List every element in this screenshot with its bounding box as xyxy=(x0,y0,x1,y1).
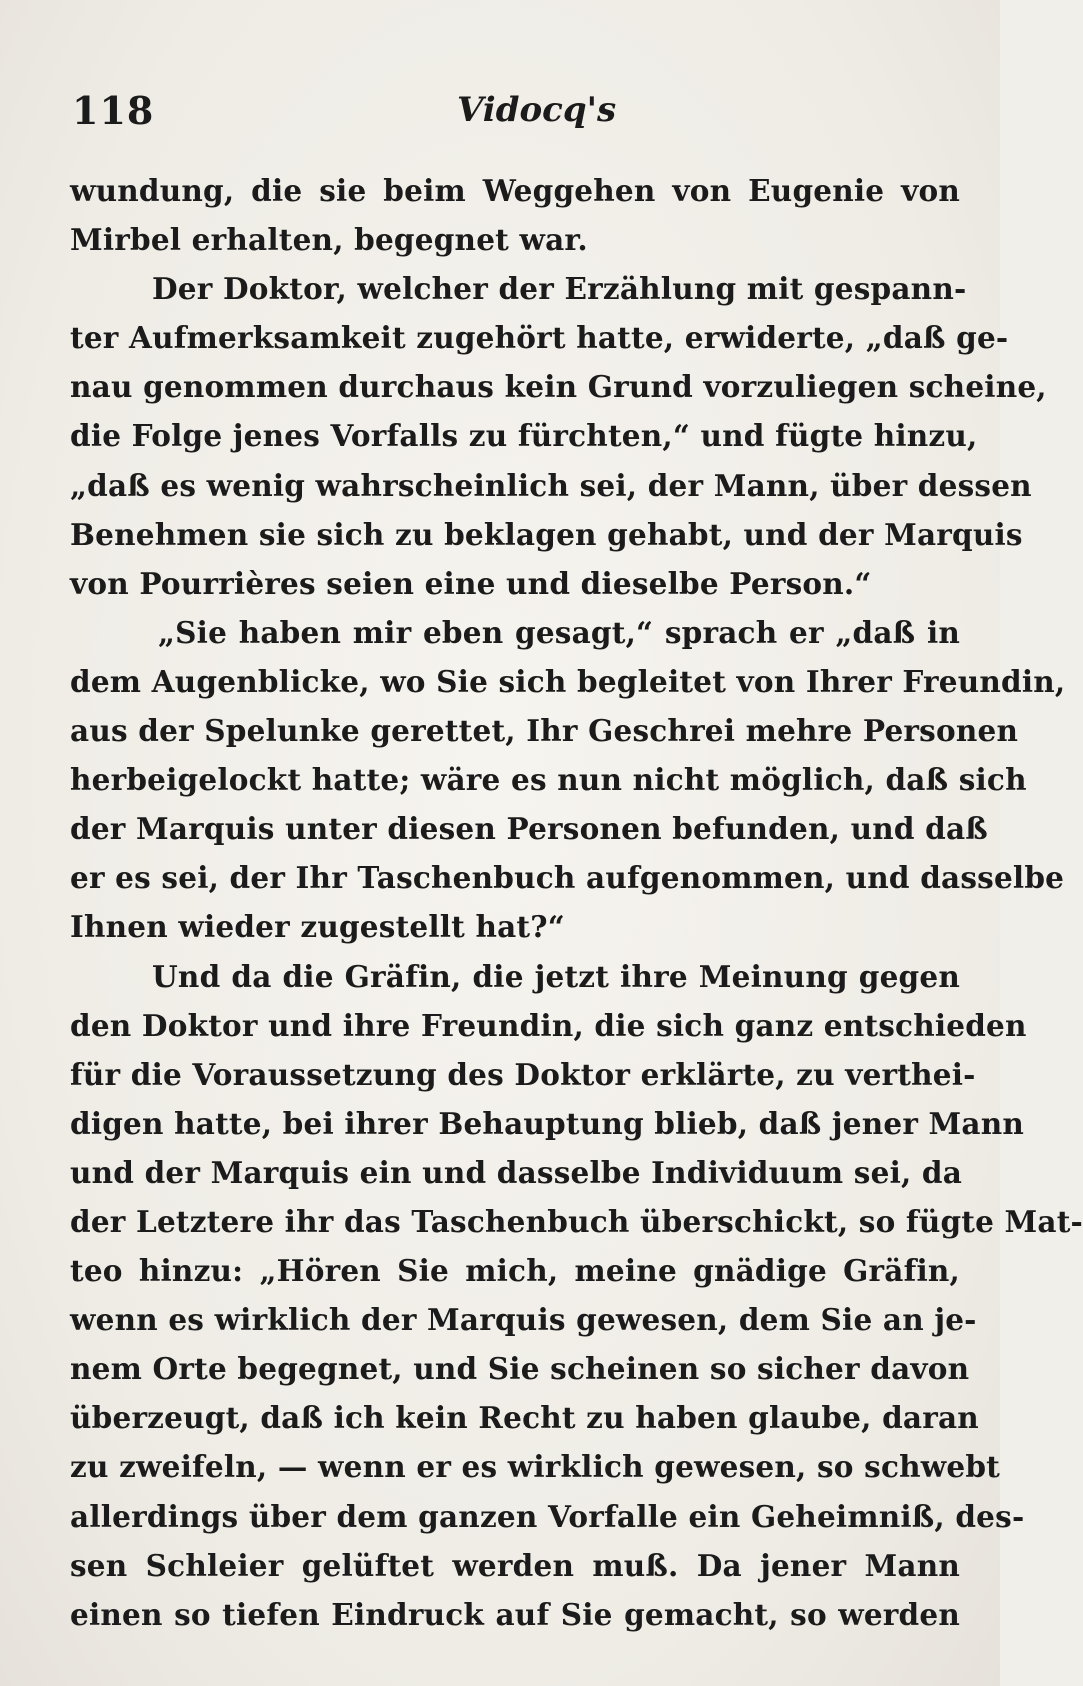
text-line: teo hinzu: „Hören Sie mich, meine gnädige Gräfin, xyxy=(70,1253,960,1289)
text-line: wundung, die sie beim Weggehen von Eugenie von xyxy=(70,173,960,208)
text-line: nem Orte begegnet, und Sie scheinen so sicher davon xyxy=(70,1351,970,1387)
page-header xyxy=(72,88,960,132)
text-line: von Pourrières seien eine und dieselbe Person.“ xyxy=(70,565,872,601)
text-line: der Letztere ihr das Taschenbuch überschickt, so fügte Mat- xyxy=(70,1203,1083,1239)
text-line: der Marquis unter diesen Personen befunden, und daß xyxy=(70,811,988,847)
text-line: „daß es wenig wahrscheinlich sei, der Mann, über dessen xyxy=(70,467,1032,503)
text-line: er es sei, der Ihr Taschenbuch aufgenommen, und dasselbe xyxy=(70,860,1065,896)
text-line: wenn es wirklich der Marquis gewesen, dem Sie an je- xyxy=(70,1302,977,1338)
text-line: Und da die Gräfin, die jetzt ihre Meinung gegen xyxy=(152,958,960,994)
text-line: die Folge jenes Vorfalls zu fürchten,“ und fügte hinzu, xyxy=(70,418,978,454)
text-line: Der Doktor, welcher der Erzählung mit gespann- xyxy=(152,271,967,307)
text-line: sen Schleier gelüftet werden muß. Da jener Mann xyxy=(70,1547,960,1583)
text-line: digen hatte, bei ihrer Behauptung blieb, daß jener Mann xyxy=(70,1105,1025,1141)
text-line: zu zweifeln, — wenn er es wirklich gewesen, so schwebt xyxy=(70,1449,1000,1485)
running-head: Vidocq's xyxy=(457,90,617,130)
text-line: dem Augenblicke, wo Sie sich begleitet von Ihrer Freundin, xyxy=(70,663,1066,699)
text-line: einen so tiefen Eindruck auf Sie gemacht, so werden xyxy=(70,1596,960,1632)
text-line: allerdings über dem ganzen Vorfalle ein Geheimniß, des- xyxy=(70,1498,1025,1534)
text-line: Mirbel erhalten, begegnet war. xyxy=(70,222,588,258)
text-line: Ihnen wieder zugestellt hat?“ xyxy=(70,909,565,945)
text-line: herbeigelockt hatte; wäre es nun nicht möglich, daß sich xyxy=(70,762,1027,798)
text-line: Benehmen sie sich zu beklagen gehabt, und der Marquis xyxy=(70,516,1023,552)
text-line: nau genommen durchaus kein Grund vorzuliegen scheine, xyxy=(70,369,1047,405)
text-line: und der Marquis ein und dasselbe Individuum sei, da xyxy=(70,1154,963,1190)
text-line: für die Voraussetzung des Doktor erklärte, zu verthei- xyxy=(70,1056,976,1092)
text-line: überzeugt, daß ich kein Recht zu haben glaube, daran xyxy=(70,1400,979,1436)
page-number: 118 xyxy=(72,88,155,133)
text-line: „Sie haben mir eben gesagt,“ sprach er „daß in xyxy=(158,614,960,650)
text-line: ter Aufmerksamkeit zugehört hatte, erwiderte, „daß ge- xyxy=(70,320,1009,356)
text-line: den Doktor und ihre Freundin, die sich ganz entschieden xyxy=(70,1007,1027,1043)
body-text xyxy=(70,166,1083,1639)
text-line: aus der Spelunke gerettet, Ihr Geschrei mehre Personen xyxy=(70,713,1019,749)
